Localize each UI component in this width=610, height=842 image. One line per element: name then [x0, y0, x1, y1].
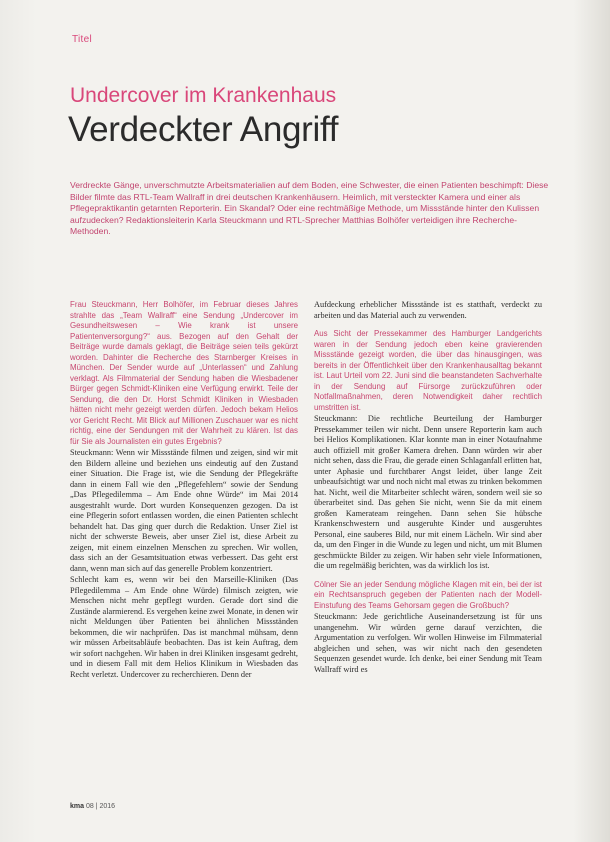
interview-answer: Aufdeckung erheblicher Missstände ist es statthaft, verdeckt zu arbeiten und das Material auch zu verwenden. [314, 300, 542, 320]
footer-publication: kma [70, 803, 85, 810]
article-kicker: Undercover im Krankenhaus [70, 84, 337, 107]
interview-answer: Steuckmann: Jede gerichtliche Auseinandersetzung ist für uns unangenehm. Wir würden gerne darauf verzichten, die Argumentation zu verfolgen. Wir wollen Hinweise im Filmmaterial abgleichen und sehen, was wir nicht nach den gesendeten Sequenzen gesendet wurde. Ich denke, bei einer Sendung mit Team Wallraff wird es [314, 612, 542, 674]
interview-question: Frau Steuckmann, Herr Bolhöfer, im Februar dieses Jahres strahlte das „Team Wallraff“ eine Sendung „Undercover im Gesundheitswesen – Wie krank ist unsere Patientenversorgung?“ aus. Bezogen auf den Gehalt der Beiträge wurde damals geklagt, die Beiträge seien teils gekürzt worden. Dahinter die Recherche des Starnberger Kreises in München. Der Sender wurde auf „Unterlassen“ und Zahlung verklagt. Als Filmmaterial der Sendung haben die Wiesbadener Bürger gegen Schmidt-Kliniken eine Verfügung erwirkt. Teile der Sendung, die den Dr. Horst Schmidt Kliniken in Wiesbaden hätten nicht mehr gezeigt werden dürfen. Jedoch bekam Helios vor Gericht Recht. Mit Blick auf Millionen Zuschauer war es nicht richtig, eine der Sendungen mit der Wahrheit zu klären. Ist das für Sie als Journalisten ein gutes Ergebnis? [70, 300, 298, 446]
interview-question: Aus Sicht der Pressekammer des Hamburger Landgerichts waren in der Sendung jedoch eben keine gravierenden Missstände gezeigt worden, die über das hinausgingen, was bereits in der Öffentlichkeit über den Krankenhausalltag bekannt ist. Laut Urteil vom 22. Juni sind die beanstandeten Sachverhalte in der Sendung auf Fürsorge zurückzuführen oder Notfallmaßnahmen, deren Notwendigkeit daher rechtlich umstritten ist. [314, 329, 542, 412]
paragraph-gap [314, 322, 542, 329]
right-column [314, 300, 542, 676]
page-footer [70, 803, 115, 810]
paragraph-gap [314, 573, 542, 580]
article-lead: Verdreckte Gänge, unverschmutzte Arbeitsmaterialien auf dem Boden, eine Schwester, die einen Patienten beschimpft: Diese Bilder filmte das RTL-Team Wallraff in drei deutschen Krankenhäusern. Heimlich, mit versteckter Kamera und einer als Pflegepraktikantin getarnten Reporterin. Ein Skandal? Oder eine rechtmäßige Methode, um Missstände hinter den Kulissen aufzudecken? Redaktionsleiterin Karla Steuckmann und RTL-Sprecher Matthias Bolhöfer verteidigen ihre Recherche-Methoden. [70, 180, 549, 237]
interview-question: Cölner Sie an jeder Sendung mögliche Klagen mit ein, bei der ist ein Rechtsanspruch gegeben der Patienten nach der Modell-Einstufung des Teams Gehorsam gegen die Großbuch? [314, 579, 542, 610]
interview-answer: Steuckmann: Die rechtliche Beurteilung der Hamburger Pressekammer teilen wir nicht. Denn unsere Reporterin kam auch bei Helios Komplikationen. Klar konnte man in einer Notaufnahme auch offiziell mit großer Kamera drehen. Dann würden wir aber nicht sehen, dass die Frau, die gerade einen Schlaganfall erlitten hat, unter Aphasie und furchtbarer Angst leidet, über lange Zeit unbeaufsichtigt war und noch nicht mal etwas zu trinken bekommen hat. Nicht, weil die Mitarbeiter schlecht wären, sondern weil sie so überarbeitet sind. Das gehen Sie nicht, wenn Sie da mit einem großen Kamerateam reingehen. Dann sehen Sie hübsche Krankenschwestern und ausgeruhte Kinder und ausgeruhtes Personal, eine sauberes Bild, nur mit einem Lächeln. Wir sind aber da, um den Finger in die Wunde zu legen und nicht, um mit Blumen geschmückte Bilder zu zeigen. Wir haben sehr viele Informationen, die um regelmäßig berichten, was da wirklich los ist. [314, 414, 542, 570]
left-column [70, 300, 298, 681]
section-label: Titel [72, 34, 93, 45]
interview-answer: Steuckmann: Wenn wir Missstände filmen und zeigen, sind wir mit den Bildern alleine und beziehen uns eindeutig auf den Zustand einer Situation. Die Frage ist, wie die Sendung der Pflegekräfte dann in einem Fall wie den „Pflegefehlern“ sowie der Sendung „Das Pflegedilemma – Am Ende ohne Würde“ im Mai 2014 ausgestrahlt wurde. Dort wurden Konsequenzen gezogen. Da ist eine Pflegerin sofort entlassen worden, die einen Patienten schlecht behandelt hat. Das ging quer durch die Redaktion. Unser Ziel ist nicht der schwerste Beweis, aber unser Ziel ist, diese Arbeit zu zeigen, mit einem einzelnen Menschen zu sprechen. Wir wollen, dass sich an der Gesamtsituation etwas verbessert. Das geht erst dann, wenn man sich auf das generelle Problem konzentriert. [70, 448, 298, 573]
article-headline: Verdeckter Angriff [68, 110, 339, 149]
footer-issue: 08 | 2016 [85, 803, 116, 810]
interview-answer: Schlecht kam es, wenn wir bei den Marseille-Kliniken (Das Pflegedilemma – Am Ende ohne Würde) filmisch zeigten, wie Menschen nicht mehr gepflegt wurden. Gerade dort sind die Zustände alarmierend. Es vergehen keine zwei Monate, in denen wir nicht Meldungen über Patienten bei ähnlichen Missständen bekommen, die wir nachprüfen. Das ist manchmal mühsam, denn wir müssen Arbeitsabläufe beobachten. Das ist kein Auftrag, dem wir sofort nachgehen. Wir haben in drei Kliniken insgesamt gedreht, und in diesem Fall mit dem Helios Klinikum in Wiesbaden das Recht verletzt. Undercover zu recherchieren. Denn der [70, 575, 298, 679]
